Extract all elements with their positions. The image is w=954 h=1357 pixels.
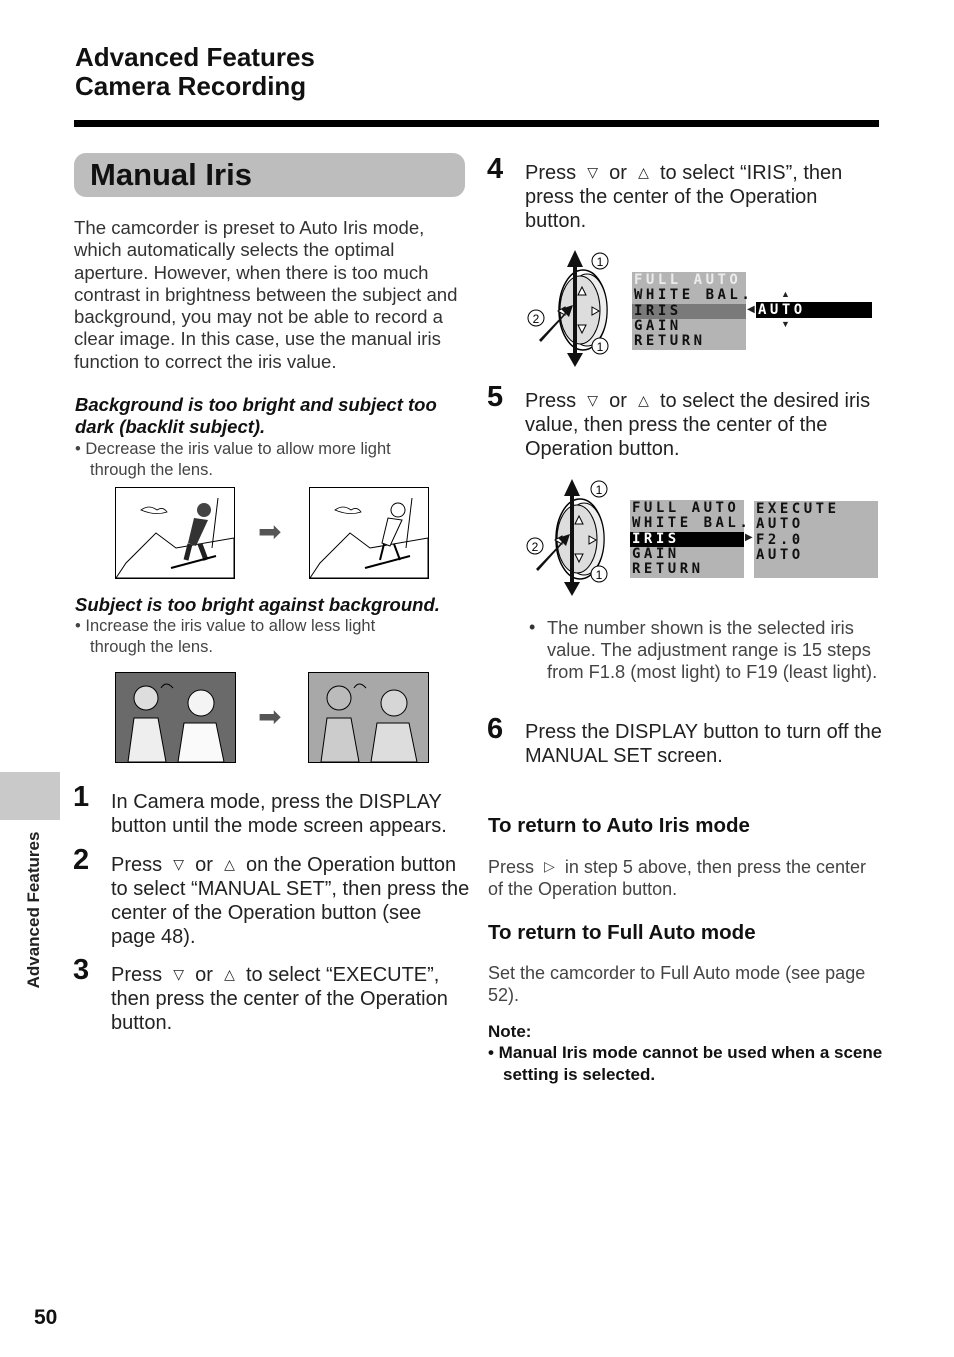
step-2-press: Press: [111, 854, 163, 876]
step-1-number: 1: [73, 781, 90, 813]
menu-item: RETURN: [632, 561, 704, 578]
callout-1: 1: [596, 340, 604, 354]
up-triangle-icon: △: [224, 966, 235, 982]
menu-item: FULL AUTO: [632, 500, 740, 516]
return-auto-rest: in step 5 above, then press the center of the Operation button.: [488, 857, 867, 899]
menu-value: AUTO: [756, 516, 804, 533]
menu-item: WHITE BAL.: [634, 287, 754, 304]
iris-menu-screen: [632, 272, 754, 350]
case2-heading: Subject is too bright against background.: [75, 594, 440, 615]
callout-2: 2: [532, 312, 540, 326]
step-2-or: or: [195, 854, 213, 876]
skier-corrected-illustration: [309, 487, 429, 579]
skier-dark-illustration: [115, 487, 235, 579]
operation-button-diagram: [525, 245, 620, 370]
down-triangle-icon: ▽: [587, 164, 599, 180]
menu-item: WHITE BAL.: [632, 515, 752, 532]
callout-1: 1: [596, 255, 604, 269]
step-4-number: 4: [487, 153, 504, 185]
step-5-note: The number shown is the selected iris value. The adjustment range is 15 steps from F1.8 (most light) to F19 (least light).: [547, 617, 878, 682]
couple-corrected-illustration: [308, 672, 429, 763]
operation-button-diagram: [522, 474, 617, 599]
callout-1: 1: [595, 568, 603, 582]
right-triangle-icon: ▷: [544, 858, 555, 874]
down-triangle-icon: ▽: [173, 966, 185, 982]
header-rule: [74, 120, 879, 127]
step-2-rest: on the Operation button to select “MANUAL SET”, then press the center of the Operation button (see page 48).: [111, 854, 470, 948]
header-line-2: Camera Recording: [75, 71, 307, 101]
arrow-right-icon: ➡: [258, 516, 282, 547]
step-3-or: or: [195, 964, 213, 986]
down-triangle-icon: ▽: [173, 856, 185, 872]
case1-bullet: [75, 439, 467, 481]
return-auto-text: [488, 855, 868, 900]
section-header: [75, 43, 315, 101]
step-4-rest: to select “IRIS”, then press the center of the Operation button.: [525, 162, 843, 232]
pointer-left-icon: ◀: [747, 304, 755, 315]
up-arrow-icon: ▲: [781, 289, 790, 299]
menu-item: GAIN: [634, 317, 682, 334]
menu-value: AUTO: [756, 546, 804, 563]
step-2-number: 2: [73, 844, 90, 876]
intro-paragraph: The camcorder is preset to Auto Iris mode, which automatically selects the optimal aperture. However, when there is too much contrast in brightness between the subject and background, you may not be able to record a clear image. In this case, use the manual iris function to correct the iris value.: [74, 217, 458, 372]
note-label: Note:: [488, 1022, 532, 1041]
page-number: 50: [34, 1306, 58, 1329]
step-3-press: Press: [111, 964, 163, 986]
return-full-text: Set the camcorder to Full Auto mode (see page 52).: [488, 963, 866, 1005]
step-4-or: or: [609, 162, 627, 184]
pointer-right-icon: ▶: [745, 532, 753, 543]
arrow-right-icon: ➡: [258, 701, 282, 732]
case1-bullet-line1: • Decrease the iris value to allow more light: [75, 440, 391, 458]
header-line-1: Advanced Features: [75, 42, 315, 72]
couple-bright-illustration: [115, 672, 236, 763]
step-5-number: 5: [487, 381, 504, 413]
iris-value-box: AUTO: [756, 302, 872, 318]
return-auto-heading: To return to Auto Iris mode: [488, 814, 750, 837]
case2-bullet-line1: • Increase the iris value to allow less light: [75, 617, 376, 635]
step-4-text: [525, 160, 877, 233]
down-triangle-icon: ▽: [587, 392, 599, 408]
step-1-text: In Camera mode, press the DISPLAY button until the mode screen appears.: [111, 791, 447, 837]
callout-2: 2: [531, 540, 539, 554]
case1-heading: Background is too bright and subject too dark (backlit subject).: [75, 394, 437, 437]
menu-item-selected: IRIS: [630, 532, 744, 547]
side-section-label: [12, 831, 52, 1000]
step-6-number: 6: [487, 713, 504, 745]
bullet-dot: •: [529, 617, 536, 637]
step-5-press: Press: [525, 390, 577, 412]
iris-menu-screen: [630, 500, 752, 578]
menu-value: F2.0: [756, 531, 804, 548]
step-4-press: Press: [525, 162, 577, 184]
case2-bullet-line2: through the lens.: [90, 638, 213, 656]
menu-item: FULL AUTO: [634, 272, 742, 288]
step-6-text: Press the DISPLAY button to turn off the MANUAL SET screen.: [525, 721, 882, 767]
step-3-text: [111, 962, 471, 1035]
note-text: • Manual Iris mode cannot be used when a scene setting is selected.: [488, 1043, 883, 1084]
menu-item: RETURN: [634, 333, 706, 350]
menu-item: GAIN: [632, 545, 680, 562]
step-5-rest: to select the desired iris value, then press the center of the Operation button.: [525, 390, 871, 460]
up-triangle-icon: △: [638, 164, 649, 180]
step-3-rest: to select “EXECUTE”, then press the center of the Operation button.: [111, 964, 448, 1034]
return-auto-press: Press: [488, 857, 535, 877]
up-triangle-icon: △: [224, 856, 235, 872]
page-title: Manual Iris: [90, 157, 252, 192]
callout-1: 1: [595, 483, 603, 497]
step-3-number: 3: [73, 954, 90, 986]
iris-value-list: [754, 501, 878, 578]
up-triangle-icon: △: [638, 392, 649, 408]
side-tab-marker: [0, 772, 60, 820]
step-5-or: or: [609, 390, 627, 412]
menu-value: EXECUTE: [756, 501, 840, 517]
step-5-text: [525, 388, 885, 461]
step-2-text: [111, 852, 471, 949]
side-section-text: Advanced Features: [24, 831, 43, 989]
case2-bullet: [75, 616, 467, 658]
down-arrow-icon: ▼: [781, 319, 790, 329]
return-full-heading: To return to Full Auto mode: [488, 921, 756, 944]
case1-bullet-line2: through the lens.: [90, 461, 213, 479]
menu-item-selected: IRIS: [632, 304, 746, 319]
